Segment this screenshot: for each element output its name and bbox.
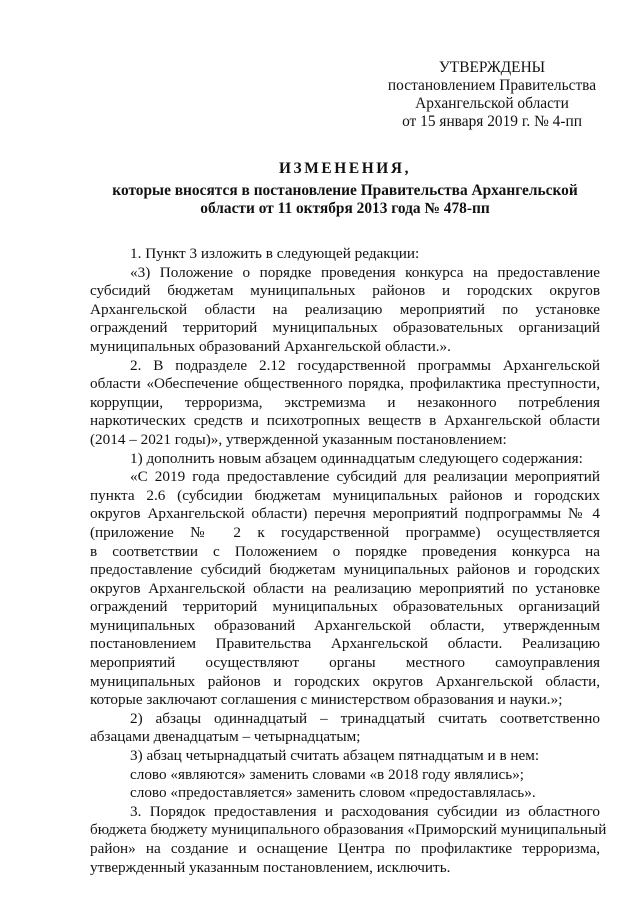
body-text-line: 1. Пункт 3 изложить в следующей редакции: [130, 245, 420, 262]
body-text-line: ограждений территорий муниципальных образовательных организаций [90, 598, 600, 616]
body-text-line: Архангельской области на реализацию мероприятий по установке [90, 300, 600, 318]
document-subtitle-line: области от 11 октября 2013 года № 478-пп [200, 200, 490, 217]
body-text-line: предоставление субсидий бюджетам муниципальных районов и городских [90, 561, 600, 579]
body-text-line: 3) абзац четырнадцатый считать абзацем пятнадцатым и в нем: [130, 747, 540, 765]
body-text-line: слово «являются» заменить словами «в 2018 году являлись»; [130, 765, 525, 783]
body-text-line: «С 2019 года предоставление субсидий для реализации мероприятий [130, 468, 600, 486]
body-text-line: которые заключают соглашения с министерством образования и науки.»; [90, 691, 563, 709]
body-text-line: муниципальных образований Архангельской области.». [90, 337, 451, 355]
document-heading [90, 160, 600, 218]
body-text-line: муниципальных районов и городских округов Архангельской области, [90, 672, 600, 690]
body-text-line: муниципальных образований Архангельской области, утвержденным [90, 616, 600, 634]
document-title: ИЗМЕНЕНИЯ, [278, 160, 412, 177]
approval-line: постановлением Правительства [387, 77, 597, 94]
body-text-line: округов Архангельской области) перечня мероприятий подпрограммы № 4 [90, 505, 600, 523]
body-text-line: (приложение № 2 к государственной программе) осуществляется [90, 523, 600, 541]
body-text-line: наркотических средств и психотропных веществ в Архангельской области [90, 412, 600, 430]
approval-line: от 15 января 2019 г. № 4-пп [402, 113, 582, 130]
approval-stamp [384, 59, 600, 131]
approval-line: УТВЕРЖДЕНЫ [438, 59, 546, 76]
document-subtitle-line: которые вносятся в постановление Правительства Архангельской [112, 182, 578, 199]
body-text-line: район» на создание и оснащение Центра по профилактике терроризма, [90, 840, 600, 857]
body-text-line: 3. Порядок предоставления и расходования субсидии из областного [130, 802, 600, 820]
body-text-line: (2014 – 2021 годы)», утвержденной указанным постановлением: [90, 430, 507, 448]
body-text-line: в соответствии с Положением о порядке проведения конкурса на [90, 542, 600, 560]
body-text-line: постановлением Правительства Архангельской области. Реализацию [90, 635, 600, 653]
body-text-line: 1) дополнить новым абзацем одиннадцатым следующего содержания: [130, 449, 583, 467]
document-body [90, 245, 607, 877]
body-text-line: утвержденный указанным постановлением, исключить. [90, 858, 451, 876]
body-text-line: мероприятий осуществляют органы местного самоуправления [90, 654, 600, 672]
body-text-line: слово «предоставляется» заменить словом «предоставлялась». [130, 784, 536, 802]
body-text-line: области «Обеспечение общественного порядка, профилактика преступности, [90, 375, 600, 393]
body-text-line: ограждений территорий муниципальных образовательных организаций [90, 319, 600, 337]
body-text-line: округов Архангельской области на реализацию мероприятий по установке [90, 579, 600, 597]
approval-line: Архангельской области [415, 95, 569, 112]
body-text-line: бюджета бюджету муниципального образования «Приморский муниципальный [90, 821, 607, 839]
body-text-line: «3) Положение о порядке проведения конкурса на предоставление [130, 263, 600, 281]
body-text-line: 2. В подразделе 2.12 государственной программы Архангельской [130, 356, 600, 374]
body-text-line: субсидий бюджетам муниципальных районов и городских округов [90, 282, 600, 300]
body-text-line: пункта 2.6 (субсидии бюджетам муниципальных районов и городских [90, 486, 600, 504]
body-text-line: коррупции, терроризма, экстремизма и незаконного потребления [90, 393, 600, 411]
body-text-line: 2) абзацы одиннадцатый – тринадцатый считать соответственно [130, 709, 600, 727]
body-text-line: абзацами двенадцатым – четырнадцатым; [90, 728, 361, 746]
